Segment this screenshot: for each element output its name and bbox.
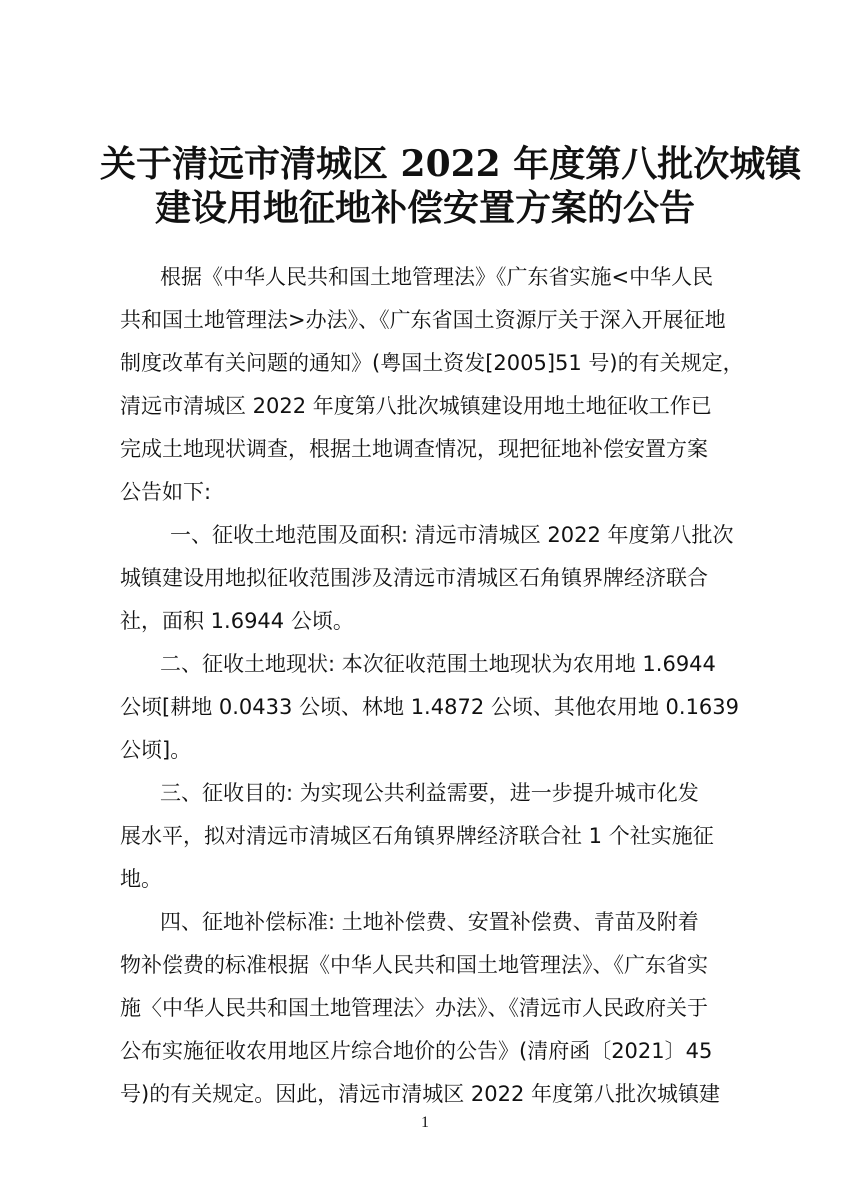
body-line: 施〈中华人民共和国土地管理法〉办法》、《清远市人民政府关于	[120, 996, 708, 1020]
body-line: 公顷]。	[120, 738, 192, 762]
body-line: 制度改革有关问题的通知》(粤国土资发[2005]51 号)的有关规定，	[120, 351, 744, 375]
body-line: 三、征收目的: 为实现公共利益需要，进一步提升城市化发	[160, 781, 699, 805]
body-line: 完成土地现状调查，根据土地调查情况，现把征地补偿安置方案	[120, 437, 708, 461]
page-number: 1	[421, 1114, 429, 1131]
body-line: 根据《中华人民共和国土地管理法》《广东省实施<中华人民	[160, 265, 714, 289]
body-line: 地。	[120, 867, 162, 891]
body-line: 公布实施征收农用地区片综合地价的公告》(清府函〔2021〕45	[120, 1039, 713, 1063]
body-line: 城镇建设用地拟征收范围涉及清远市清城区石角镇界牌经济联合	[120, 566, 708, 590]
document-title-line-2: 建设用地征地补偿安置方案的公告	[154, 187, 695, 229]
body-line: 公顷[耕地 0.0433 公顷、林地 1.4872 公顷、其他农用地 0.1639	[120, 695, 740, 719]
body-line: 四、征地补偿标准: 土地补偿费、安置补偿费、青苗及附着	[160, 910, 699, 934]
body-line: 物补偿费的标准根据《中华人民共和国土地管理法》、《广东省实	[120, 953, 708, 977]
body-line: 号)的有关规定。因此，清远市清城区 2022 年度第八批次城镇建	[120, 1082, 720, 1106]
body-line: 清远市清城区 2022 年度第八批次城镇建设用地土地征收工作已	[120, 394, 712, 418]
body-line: 共和国土地管理法>办法》、《广东省国土资源厅关于深入开展征地	[120, 308, 726, 332]
body-line: 展水平，拟对清远市清城区石角镇界牌经济联合社 1 个社实施征	[120, 824, 714, 848]
body-line: 社，面积 1.6944 公顷。	[120, 609, 354, 633]
document-title-line-1: 关于清远市清城区 2022 年度第八批次城镇	[100, 143, 802, 185]
body-line: 二、征收土地现状: 本次征收范围土地现状为农用地 1.6944	[160, 652, 716, 676]
body-line: 一、征收土地范围及面积: 清远市清城区 2022 年度第八批次	[170, 523, 734, 547]
body-line: 公告如下:	[120, 480, 212, 504]
